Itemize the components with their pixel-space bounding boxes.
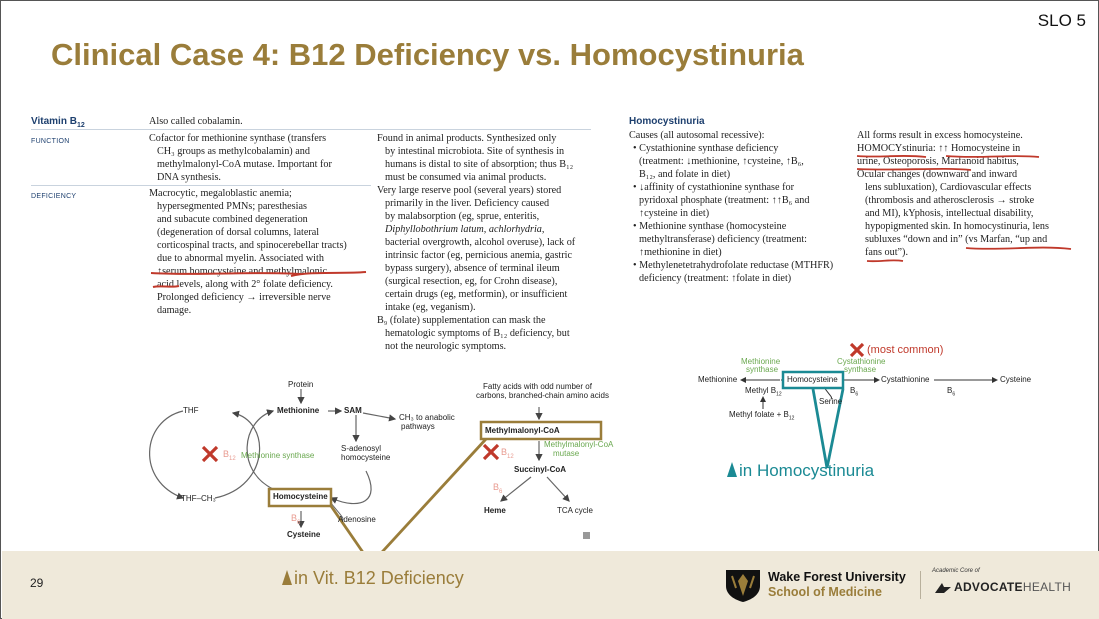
advocate-health-logo xyxy=(932,568,1092,602)
sah-label: homocysteine xyxy=(341,453,391,462)
b6-label-3: $B_6$ xyxy=(850,386,859,398)
methionine-label: Methionine xyxy=(277,406,320,415)
causes-list: Causes (all autosomal recessive): • Cystathionine synthase deficiency (treatment: ↓methionine, ↑cysteine, ↑B₆, B₁₂, and folate in diet) • ↓affinity of cystathionine synthase for pyridoxal phosphate (treatment: ↑↑B₆ and ↑cysteine in diet) • Methionine synthase (homocysteine methyltransferase) deficiency (treatment: ↑methionine in diet) • Methylenetetrahydrofolate reductase (MTHFR) deficiency (treatment: ↑folate in diet) xyxy=(629,130,834,284)
methyl-folate-label: Methyl folate + $B_{12}$ xyxy=(729,410,795,422)
homocysteine-label: Homocysteine xyxy=(273,492,328,501)
serine-label: Serine xyxy=(819,397,843,406)
deficiency-text: Macrocytic, megaloblastic anemia; hypersegmented PMNs; paresthesias and subacute combined degeneration (degeneration of dorsal columns, lateral corticospinal tracts, and spinocerebellar tracts) due to abnormal myelin. Associated with ↑serum homocysteine and methylmalonic acid levels, along with 2° folate deficiency. Prolonged deficiency → irreversible nerve damage. xyxy=(149,188,347,316)
vitamin-b12-alias: Also called cobalamin. xyxy=(149,116,243,127)
fatty-acids-label-1: Fatty acids with odd number of xyxy=(483,382,592,391)
b12-cofactor-label-2: $B_{12}$ xyxy=(501,447,514,460)
adenosine-label: Adenosine xyxy=(338,515,376,524)
methionine-synthase-label: Methionine synthase xyxy=(241,451,315,460)
cysteine-label-2: Cysteine xyxy=(1000,375,1032,384)
methyl-b12-label: Methyl $B_{12}$ xyxy=(745,386,782,398)
slide-title: Clinical Case 4: B12 Deficiency vs. Homocystinuria xyxy=(51,37,804,72)
s-adenosyl-label: S-adenosyl xyxy=(341,444,382,453)
protein-label: Protein xyxy=(288,380,314,389)
cystathionine-synthase-label-1: Cystathionine xyxy=(837,357,886,366)
succinyl-coa-label: Succinyl-CoA xyxy=(514,465,567,474)
function-tag: FUNCTION xyxy=(31,138,70,145)
adv-small-text: Academic Core of xyxy=(932,568,980,574)
advocate-icon xyxy=(934,581,952,595)
b6-label-1: $B_6$ xyxy=(291,513,301,526)
thf-ch3-label: THF–CH₃ xyxy=(181,494,216,503)
cystathionine-label: Cystathionine xyxy=(881,375,930,384)
ch3-anabolic-label: CH₃ to anabolic xyxy=(399,413,455,422)
effects-text: All forms result in excess homocysteine. HOMOCYstinuria: ↑↑ Homocysteine in urine, Osteoporosis, Marfanoid habitus, Ocular changes (downward and inward lens subluxation), Cardiovascular effects (thrombosis and atherosclerosis → stroke and MI), kYphosis, intellectual disability, hypopigmented skin. In homocystinuria, lens subluxes “down and in” (vs Marfan, “up and fans out”). xyxy=(857,130,1049,258)
b6-label-2: $B_6$ xyxy=(493,482,503,495)
logo-divider xyxy=(920,571,921,599)
homocysteine-label-2: Homocysteine xyxy=(787,375,838,384)
cystathionine-synthase-label-2: synthase xyxy=(844,365,877,374)
mm-mutase-label-2: mutase xyxy=(553,449,580,458)
adv-name: ADVOCATEHEALTH xyxy=(954,580,1072,594)
wfu-shield-icon xyxy=(724,568,762,602)
up-arrow-icon xyxy=(727,462,737,477)
methylmalonyl-coa-label: Methylmalonyl-CoA xyxy=(485,426,560,435)
homocystinuria-heading: Homocystinuria xyxy=(629,116,705,127)
mm-mutase-label-1: Methylmalonyl-CoA xyxy=(544,440,614,449)
thf-label: THF xyxy=(183,406,199,415)
slo-label: SLO 5 xyxy=(1037,11,1086,30)
up-in-homocystinuria-label: in Homocystinuria xyxy=(727,461,874,481)
sam-label: SAM xyxy=(344,406,362,415)
deficiency-tag: DEFICIENCY xyxy=(31,193,77,200)
fatty-acids-label-2: carbons, branched-chain amino acids xyxy=(476,391,609,400)
wfu-school: School of Medicine xyxy=(768,585,882,599)
b12-cofactor-label-1: $B_{12}$ xyxy=(223,449,236,462)
wfu-name: Wake Forest University xyxy=(768,570,906,584)
cysteine-label: Cysteine xyxy=(287,530,321,539)
homocystinuria-pathway-labels xyxy=(1,1,1099,619)
methionine-synthase-label-2: synthase xyxy=(746,365,779,374)
up-in-b12-deficiency-label: in Vit. B12 Deficiency xyxy=(282,568,464,589)
footer xyxy=(2,551,1099,619)
tca-label: TCA cycle xyxy=(557,506,594,515)
b12-source-text: Found in animal products. Synthesized only by intestinal microbiota. Site of synthesis in humans is distal to site of absorption; thus B₁₂ must be consumed via animal products. Very large reserve pool (several years) stored primarily in the liver. Deficiency caused by malabsorption (eg, sprue, enteritis, Diphyllobothrium latum, achlorhydria, bacterial overgrowth, alcohol overuse), lack of intrinsic factor (eg, pernicious anemia, gastric bypass surgery), absence of terminal ileum (surgical resection, eg, for Crohn disease), certain drugs (eg, metformin), or insufficient intake (eg, veganism). B₉ (folate) supplementation can mask the hematologic symptoms of B₁₂ deficiency, but not the neurologic symptoms. xyxy=(377,133,576,352)
heme-label: Heme xyxy=(484,506,506,515)
most-common-label: (most common) xyxy=(867,344,944,356)
methionine-label-2: Methionine xyxy=(698,375,738,384)
b6-label-4: $B_6$ xyxy=(947,386,956,398)
pathways-label: pathways xyxy=(401,422,435,431)
vitamin-b12-heading: Vitamin $B_{12}$ xyxy=(31,116,85,129)
function-text: Cofactor for methionine synthase (transfers CH₃ groups as methylcobalamin) and methylmalonyl-CoA mutase. Important for DNA synthesis. xyxy=(149,133,332,183)
methionine-synthase-label-1: Methionine xyxy=(741,357,781,366)
wfu-logo xyxy=(722,567,922,603)
page-number: 29 xyxy=(30,576,44,590)
up-arrow-icon xyxy=(282,570,292,585)
